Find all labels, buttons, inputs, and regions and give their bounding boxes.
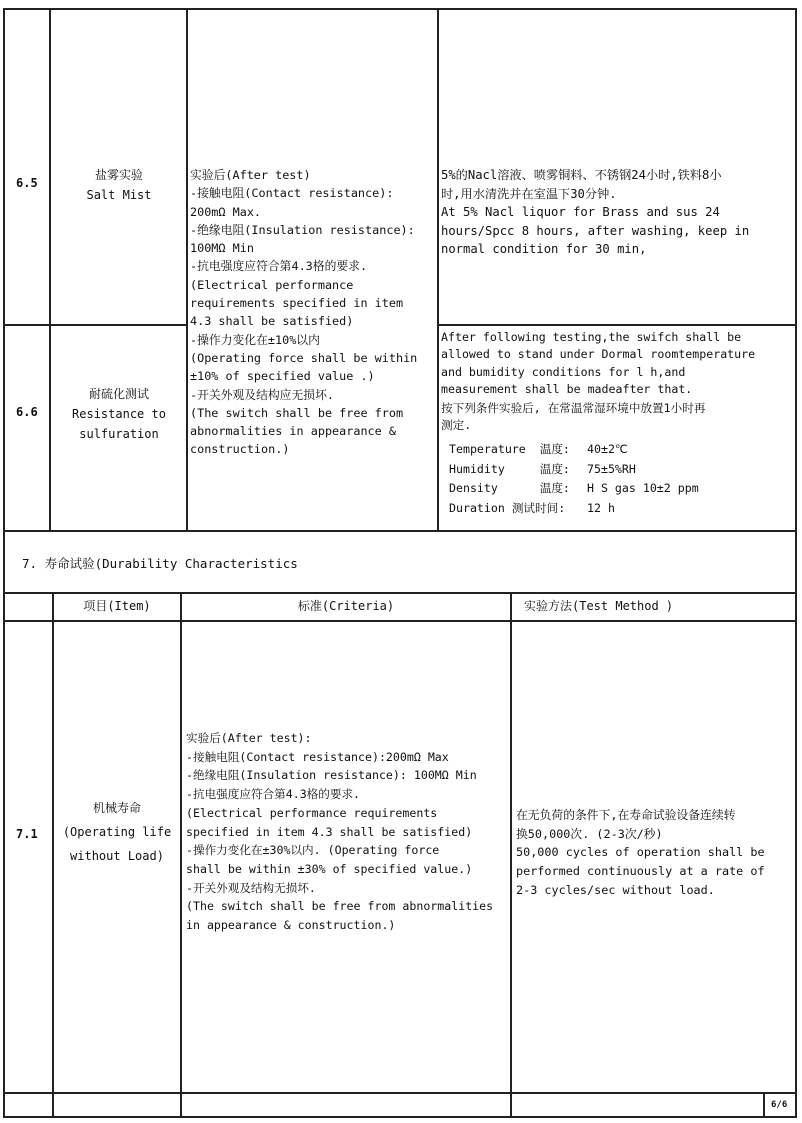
header-method: 实验方法(Test Method ) bbox=[524, 599, 674, 613]
row66-method-line: measurement shall be madeafter that. bbox=[441, 381, 693, 396]
table6-divider-no bbox=[49, 8, 51, 530]
row66-number: 6.6 bbox=[16, 405, 38, 419]
table7-divider-item bbox=[180, 592, 182, 1118]
criteria-line: -开关外观及结构应无损坏. bbox=[190, 387, 334, 402]
condition-humidity bbox=[449, 460, 699, 480]
header-item: 项目(Item) bbox=[83, 599, 151, 613]
row71-number: 7.1 bbox=[16, 827, 38, 841]
criteria-line: -接触电阻(Contact resistance): bbox=[190, 186, 394, 201]
row66-method-line: 按下列条件实验后, 在常温常湿环境中放置1小时再 bbox=[441, 401, 706, 416]
criteria-line: -抗电强度应符合第4.3格的要求. bbox=[190, 259, 368, 274]
shared-criteria bbox=[190, 166, 417, 459]
row65-divider-right bbox=[437, 324, 797, 326]
criteria-line: (Operating force shall be within bbox=[190, 350, 418, 365]
criteria-line: -绝缘电阻(Insulation resistance): 100MΩ Min bbox=[186, 768, 477, 783]
row65-method-line: 5%的Nacl溶液、喷雾铜料、不锈钢24小时,铁料8小 bbox=[441, 168, 722, 182]
row66-item-zh: 耐硫化测试 bbox=[88, 387, 149, 401]
criteria-line: -开关外观及结构无损坏. bbox=[186, 880, 316, 895]
criteria-line: 实验后(After test) bbox=[190, 168, 311, 182]
criteria-line: specified in item 4.3 shall be satisfied) bbox=[186, 824, 473, 839]
row65-number: 6.5 bbox=[16, 176, 38, 190]
criteria-line: -接触电阻(Contact resistance):200mΩ Max bbox=[186, 749, 449, 764]
row71-item-en: without Load) bbox=[70, 849, 164, 863]
page-number: 6/6 bbox=[771, 1100, 788, 1110]
criteria-line: -操作力变化在±30%以内. (Operating force bbox=[186, 843, 440, 858]
row66-method-line: 测定. bbox=[441, 418, 472, 433]
row71-item-en: (Operating life bbox=[62, 825, 172, 839]
criteria-line: shall be within ±30% of specified value.) bbox=[186, 861, 473, 876]
criteria-line: -操作力变化在±10%以内 bbox=[190, 332, 320, 347]
condition-density bbox=[449, 479, 699, 499]
row71-method bbox=[516, 806, 765, 900]
table6-divider-item bbox=[186, 8, 188, 530]
page-number-divider bbox=[763, 1092, 765, 1118]
criteria-line: 200mΩ Max. bbox=[190, 204, 262, 219]
criteria-line: 100MΩ Min bbox=[190, 241, 254, 256]
row65-method-line: At 5% Nacl liquor for Brass and sus 24 bbox=[441, 205, 720, 219]
row66-conditions bbox=[449, 440, 699, 518]
condition-label: Temperature 温度: bbox=[449, 442, 570, 456]
condition-label: Density 温度: bbox=[449, 481, 570, 495]
criteria-line: 实验后(After test): bbox=[186, 731, 312, 745]
condition-temperature bbox=[449, 440, 699, 460]
table6-border-top bbox=[3, 8, 797, 10]
condition-label: Humidity 温度: bbox=[449, 461, 570, 476]
condition-value: 12 h bbox=[587, 500, 615, 515]
section7-border-left bbox=[3, 530, 5, 1118]
row66-item bbox=[52, 384, 186, 444]
condition-duration bbox=[449, 499, 699, 519]
row65-method-line: 时,用水清洗并在室温下30分钟. bbox=[441, 186, 617, 201]
row71-item bbox=[54, 796, 180, 868]
condition-value: H S gas 10±2 ppm bbox=[587, 481, 699, 495]
row66-item-en: sulfuration bbox=[79, 427, 159, 441]
method-line: 50,000 cycles of operation shall be bbox=[516, 845, 765, 860]
row65-divider-left bbox=[3, 324, 188, 326]
table7-border-bottom bbox=[3, 1116, 797, 1118]
table6-border-left bbox=[3, 8, 5, 530]
condition-label: Duration 测试时间: bbox=[449, 500, 566, 515]
criteria-line: -绝缘电阻(Insulation resistance): bbox=[190, 222, 415, 237]
criteria-line: requirements specified in item bbox=[190, 296, 404, 311]
table7-row-bottom bbox=[3, 1092, 797, 1094]
method-line: 2-3 cycles/sec without load. bbox=[516, 882, 715, 897]
table6-divider-criteria bbox=[437, 8, 439, 530]
method-line: 在无负荷的条件下,在寿命试验设备连续转 bbox=[516, 808, 736, 822]
row71-criteria bbox=[186, 729, 493, 935]
row66-method-line: and bumidity conditions for l h,and bbox=[441, 364, 686, 379]
criteria-line: 4.3 shall be satisfied) bbox=[190, 314, 354, 329]
row65-item bbox=[52, 165, 186, 205]
row71-item-zh: 机械寿命 bbox=[92, 801, 141, 815]
row66-method bbox=[441, 329, 755, 435]
table7-header-bottom bbox=[3, 620, 797, 622]
criteria-line: construction.) bbox=[190, 442, 290, 457]
row65-method-line: hours/Spcc 8 hours, after washing, keep in bbox=[441, 223, 750, 238]
condition-value: 75±5%RH bbox=[587, 461, 636, 476]
table6-border-bottom bbox=[3, 530, 797, 532]
row66-method-line: allowed to stand under Dormal roomtemperature bbox=[441, 347, 756, 362]
row65-item-en: Salt Mist bbox=[86, 188, 152, 202]
row66-item-en: Resistance to bbox=[72, 407, 166, 421]
table7-divider-criteria bbox=[510, 592, 512, 1118]
row65-method bbox=[441, 166, 749, 259]
criteria-line: -抗电强度应符合第4.3格的要求. bbox=[186, 787, 361, 802]
header-criteria: 标准(Criteria) bbox=[297, 599, 395, 613]
criteria-line: abnormalities in appearance & bbox=[190, 424, 396, 439]
table-border-right bbox=[795, 8, 797, 1118]
method-line: 换50,000次. (2-3次/秒) bbox=[516, 826, 663, 841]
row65-item-zh: 盐雾实验 bbox=[94, 168, 143, 182]
row66-method-line: After following testing,the swifch shall be bbox=[441, 330, 742, 344]
section7-title: 7. 寿命试验(Durability Characteristics bbox=[22, 556, 298, 571]
criteria-line: ±10% of specified value .) bbox=[190, 369, 375, 384]
row65-method-line: normal condition for 30 min, bbox=[441, 242, 647, 256]
condition-value: 40±2℃ bbox=[587, 442, 628, 456]
method-line: performed continuously at a rate of bbox=[516, 864, 765, 879]
criteria-line: (Electrical performance requirements bbox=[186, 805, 438, 820]
criteria-line: (The switch shall be free from bbox=[190, 405, 404, 420]
table7-border-top bbox=[3, 592, 797, 594]
criteria-line: (The switch shall be free from abnormalities bbox=[186, 899, 494, 914]
criteria-line: in appearance & construction.) bbox=[186, 918, 396, 933]
criteria-line: (Electrical performance bbox=[190, 277, 354, 292]
